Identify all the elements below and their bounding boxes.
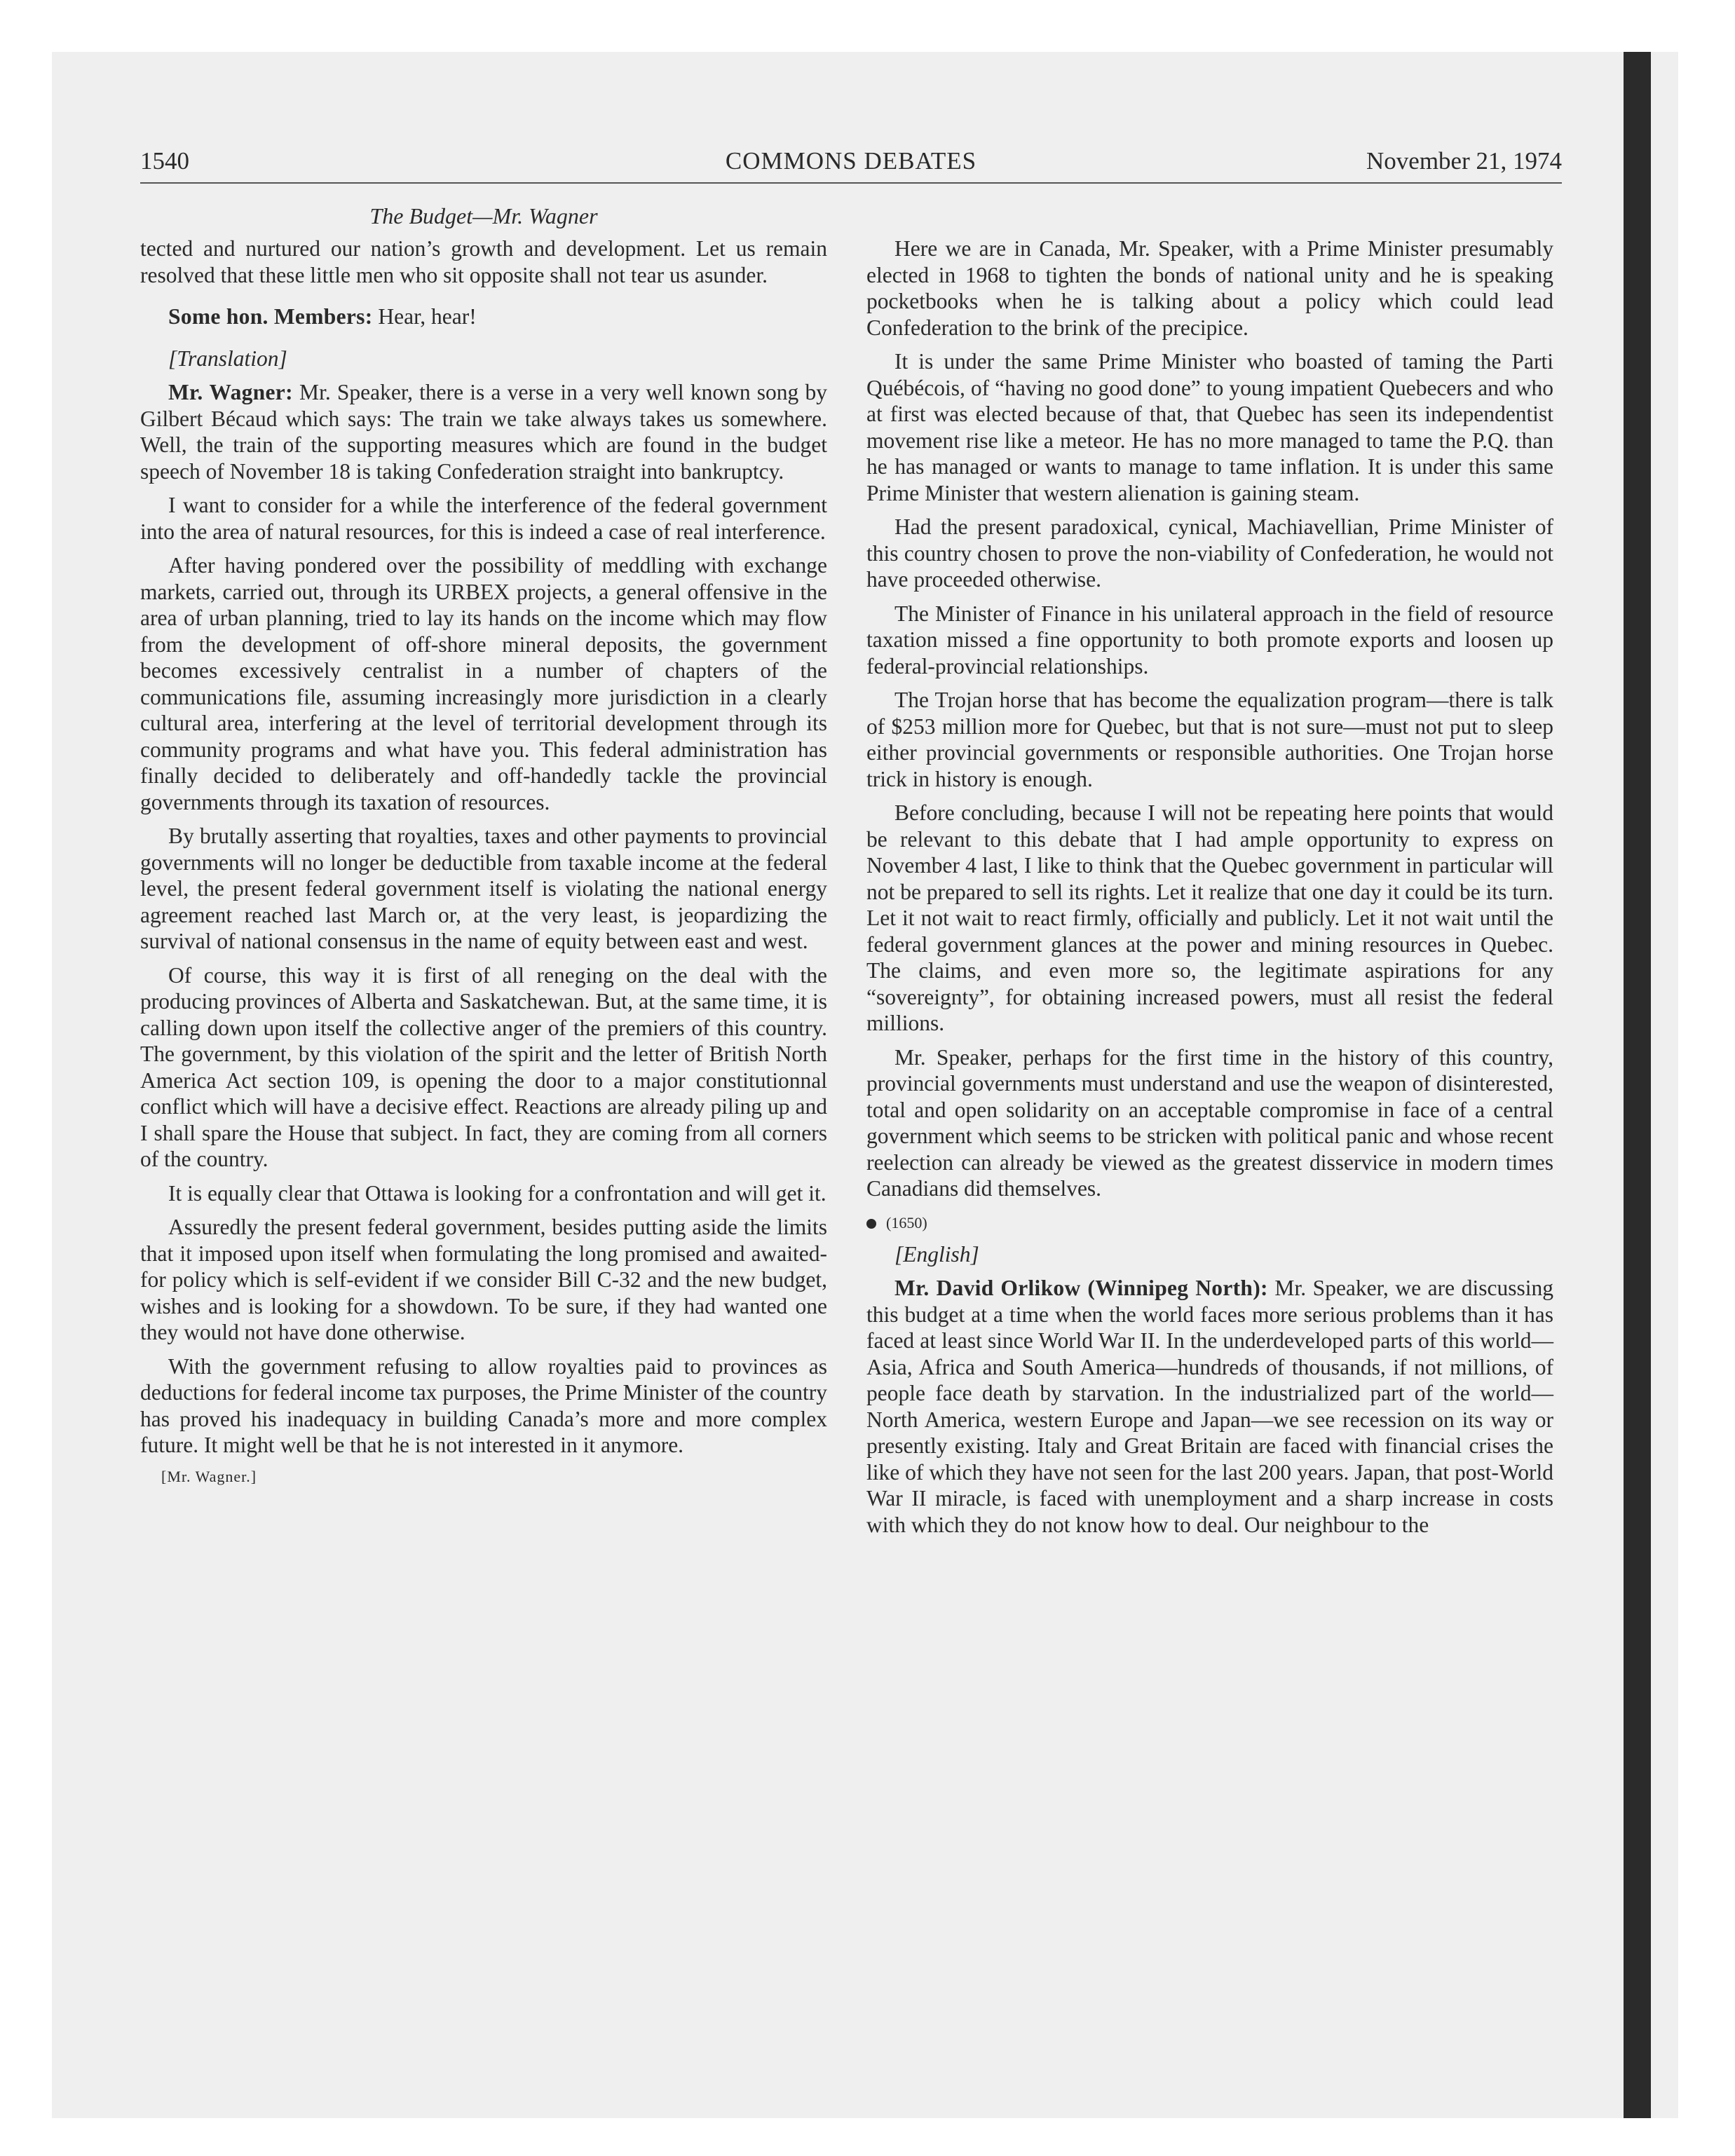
speaker-name: Mr. Wagner: xyxy=(168,380,293,404)
time-stamp xyxy=(866,1213,1553,1233)
left-column xyxy=(140,236,827,1487)
paragraph: Of course, this way it is first of all reneging on the deal with the producing provinces of Alberta and Saskatchewan. But, at the same time, it is calling down upon itself the collective anger of the premiers of this country. The government, by this violation of the spirit and the letter of British North America Act section 109, is opening the door to a major constitutionnal conflict which will have a decisive effect. Reactions are already piling up and I shall spare the House that subject. In fact, they are coming from all corners of the country. xyxy=(140,962,827,1171)
paragraph: The Minister of Finance in his unilateral approach in the field of resource taxation missed a fine opportunity to both promote exports and loosen up federal-provincial relationships. xyxy=(866,601,1553,678)
page-date: November 21, 1974 xyxy=(1366,147,1562,175)
speech-text: Mr. Speaker, we are discussing this budget at a time when the world faces more serious problems than it has faced at least since World War II. In the underdeveloped parts of this world—Asia, Africa and South America—hundreds of thousands, if not millions, of people face death by starvation. In the industrialized part of the world—North America, western Europe and Japan—we see recession on its way or presently existing. Italy and Great Britain are faced with financial crises the like of which they have not seen for the last 200 years. Japan, that post-World War II miracle, is faced with unemployment and a sharp increase in costs with which they do not know how to deal. Our neighbour to the xyxy=(866,1276,1553,1537)
paragraph: With the government refusing to allow royalties paid to provinces as deductions for federal income tax purposes, the Prime Minister of the country has proved his inadequacy in building Canada’s more and more complex future. It might well be that he is not interested in it anymore. xyxy=(140,1353,827,1457)
page-number: 1540 xyxy=(140,147,189,175)
speech-opening xyxy=(866,1275,1553,1538)
bullet-icon xyxy=(866,1219,876,1229)
paragraph: Assuredly the present federal government, besides putting aside the limits that it imposed upon itself when formulating the long promised and awaited-for policy which is self-evident if we consider Bill C-32 and the new budget, wishes and is looking for a showdown. To be sure, if they had wanted one they would not have done otherwise. xyxy=(140,1215,827,1344)
paragraph: After having pondered over the possibility of meddling with exchange markets, carried out, through its URBEX projects, a general offensive in the area of urban planning, tried to lay its hands on the income which may flow from the development of off-shore mineral deposits, the government becomes excessively centralist in a number of chapters of the communications file, assuming increasingly more jurisdiction in a clearly cultural area, interfering at the level of territorial development through its community programs and what have you. This federal administration has finally decided to deliberately and off-handedly tackle the provincial governments through its taxation of resources. xyxy=(140,553,827,814)
scan-edge-bar xyxy=(1624,52,1651,2118)
time-stamp-text: (1650) xyxy=(886,1213,927,1231)
paragraph: tected and nurtured our nation’s growth and development. Let us remain resolved that these little men who sit opposite shall not tear us asunder. xyxy=(140,236,827,287)
right-column xyxy=(866,236,1553,1546)
paragraph: The Trojan horse that has become the equalization program—there is talk of $253 million more for Quebec, but that is not sure—must not put to sleep either provincial governments or responsible authorities. One Trojan horse trick in history is enough. xyxy=(866,688,1553,791)
page-header xyxy=(140,146,1562,184)
running-head: The Budget—Mr. Wagner xyxy=(369,203,598,228)
paragraph: It is equally clear that Ottawa is looking for a confrontation and will get it. xyxy=(168,1180,826,1206)
publication-title: COMMONS DEBATES xyxy=(725,147,977,175)
interjection xyxy=(140,303,827,330)
speaker-attribution: [Mr. Wagner.] xyxy=(161,1467,257,1485)
speech-opening xyxy=(140,379,827,484)
paragraph: I want to consider for a while the interference of the federal government into the area of natural resources, for this is indeed a case of real interference. xyxy=(140,493,827,544)
paragraph: Here we are in Canada, Mr. Speaker, with a Prime Minister presumably elected in 1968 to tighten the bonds of national unity and he is speaking pocketbooks when he is talking about a policy which could lead Confederation to the brink of the precipice. xyxy=(866,236,1553,340)
paragraph: Had the present paradoxical, cynical, Machiavellian, Prime Minister of this country chosen to prove the non-viability of Confederation, he would not have proceeded otherwise. xyxy=(866,514,1553,592)
paragraph: By brutally asserting that royalties, taxes and other payments to provincial governments will no longer be deductible from taxable income at the federal level, the present federal government itself is violating the national energy agreement reached last March or, at the very least, is jeopardizing the survival of national consensus in the name of equity between east and west. xyxy=(140,824,827,953)
english-tag: [English] xyxy=(894,1241,979,1267)
paragraph: Before concluding, because I will not be repeating here points that would be relevant to this debate that I had ample opportunity to express on November 4 last, I like to think that the Quebec government in particular will not be prepared to sell its rights. Let it realize that one day it could be its turn. Let it not wait to react firmly, officially and publicly. Let it not wait until the federal government glances at the power and mining resources in Quebec. The claims, and even more so, the legitimate aspirations for any “sovereignty”, for obtaining increased powers, must all resist the federal millions. xyxy=(866,800,1553,1035)
translation-tag: [Translation] xyxy=(168,346,287,371)
interjection-text: Hear, hear! xyxy=(372,304,477,329)
speaker-name: Mr. David Orlikow (Winnipeg North): xyxy=(894,1276,1268,1300)
speaker-name: Some hon. Members: xyxy=(168,304,373,329)
paragraph: Mr. Speaker, perhaps for the first time in the history of this country, provincial governments must understand and use the weapon of disinterested, total and open solidarity on an acceptable compromise in face of a central government which seems to be stricken with political panic and whose recent reelection can already be viewed as the greatest disservice in modern times Canadians did themselves. xyxy=(866,1044,1553,1201)
paragraph: It is under the same Prime Minister who boasted of taming the Parti Québécois, of “having no good done” to young impatient Quebecers and who at first was elected because of that, that Quebec has seen its independentist movement rise like a meteor. He has no more managed to tame the P.Q. than he has managed or wants to manage to tame inflation. It is under this same Prime Minister that western alienation is gaining steam. xyxy=(866,349,1553,505)
speech-text: Mr. Speaker, there is a verse in a very well known song by Gilbert Bécaud which says: The train we take always takes us somewhere. Well, the train of the supporting measures which are found in the budget speech of November 18 is taking Confederation straight into bankruptcy. xyxy=(140,380,827,484)
